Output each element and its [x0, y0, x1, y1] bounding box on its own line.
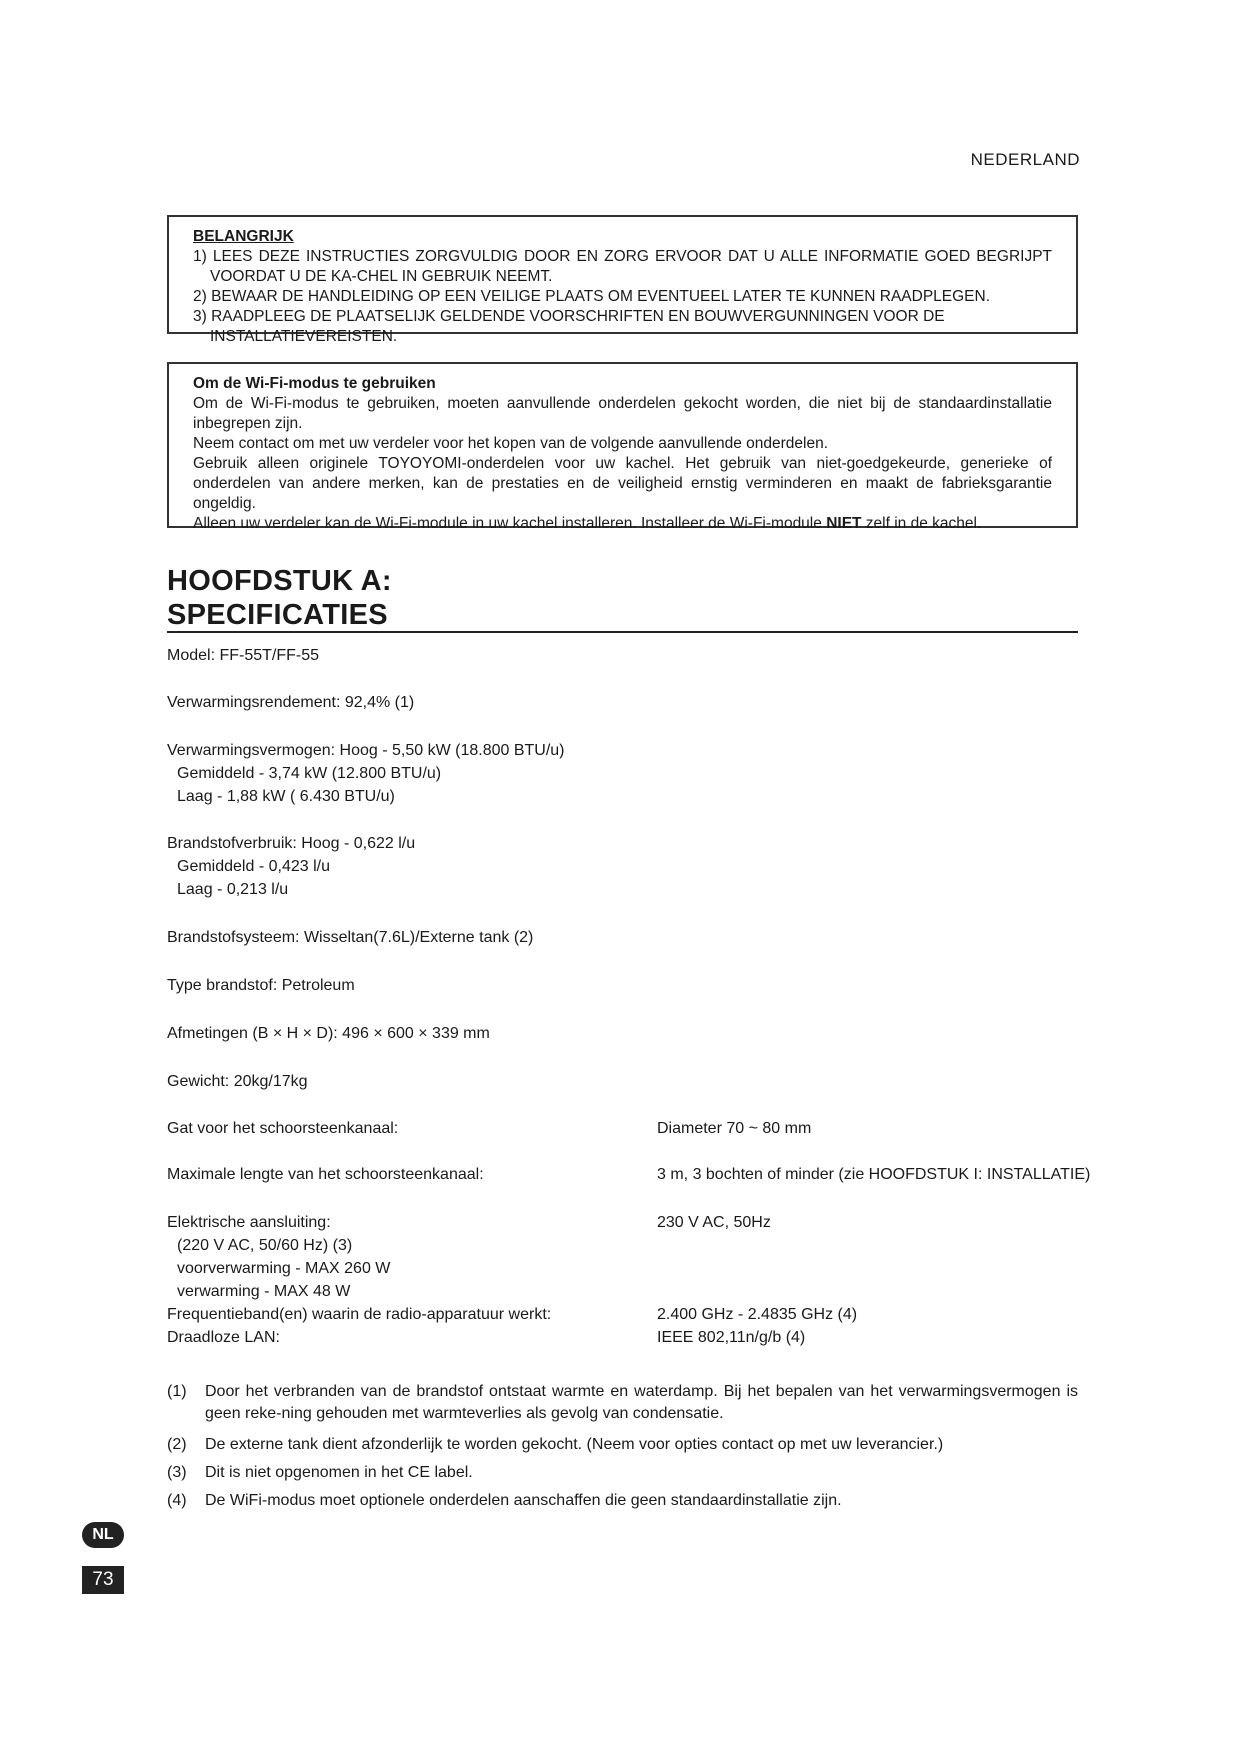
spec-wlan-label: Draadloze LAN: — [167, 1329, 280, 1346]
wifi-paragraph-4 — [193, 514, 1052, 534]
spec-fuel-low: Laag - 0,213 l/u — [177, 881, 289, 898]
important-item-3: 3) RAADPLEEG DE PLAATSELIJK GELDENDE VOORSCHRIFTEN EN BOUWVERGUNNINGEN VOOR DE INSTALLATIEVEREISTEN. — [193, 308, 945, 345]
spec-dimensions: Afmetingen (B × H × D): 496 × 600 × 339 mm — [167, 1025, 490, 1042]
spec-heating-low: Laag - 1,88 kW ( 6.430 BTU/u) — [177, 788, 395, 805]
spec-electric-value: 230 V AC, 50Hz — [657, 1214, 771, 1231]
spec-wlan-value: IEEE 802,11n/g/b (4) — [657, 1329, 806, 1346]
wifi-title: Om de Wi-Fi-modus te gebruiken — [193, 375, 436, 392]
footnote-2 — [167, 1434, 1078, 1456]
spec-electric-sub-2: voorverwarming - MAX 260 W — [177, 1260, 391, 1277]
spec-heating-high: Verwarmingsvermogen: Hoog - 5,50 kW (18.800 BTU/u) — [167, 742, 565, 759]
heading-divider — [167, 631, 1078, 633]
spec-heating-output — [167, 739, 565, 808]
footnote-1-text: Door het verbranden van de brandstof ontstaat warmte en waterdamp. Bij het bepalen van het verwarmingsvermogen is geen reke-ning gehouden met warmteverlies als gevolg van condensatie. — [205, 1383, 1078, 1422]
footnote-3 — [167, 1462, 1078, 1484]
important-item-1: 1) LEES DEZE INSTRUCTIES ZORGVULDIG DOOR EN ZORG ERVOOR DAT U ALLE INFORMATIE GOED BEGRIJPT VOORDAT U DE KA-CHEL IN GEBRUIK NEEMT. — [193, 248, 1052, 285]
page-number: 73 — [82, 1566, 124, 1594]
footnote-3-number: (3) — [167, 1464, 187, 1481]
important-item-2: 2) BEWAAR DE HANDLEIDING OP EEN VEILIGE PLAATS OM EVENTUEEL LATER TE KUNNEN RAADPLEGEN. — [193, 288, 991, 305]
footnote-4-number: (4) — [167, 1492, 187, 1509]
chapter-heading — [167, 564, 392, 632]
spec-electric-label: Elektrische aansluiting: — [167, 1214, 331, 1231]
important-box — [167, 215, 1078, 345]
spec-fuel-type: Type brandstof: Petroleum — [167, 977, 355, 994]
spec-flue-hole-value: Diameter 70 ~ 80 mm — [657, 1120, 812, 1137]
footnote-3-text: Dit is niet opgenomen in het CE label. — [205, 1464, 473, 1481]
spec-fuel-system: Brandstofsysteem: Wisseltan(7.6L)/Externe tank (2) — [167, 929, 534, 946]
spec-model: Model: FF-55T/FF-55 — [167, 647, 320, 664]
wifi-paragraph-2: Neem contact om met uw verdeler voor het kopen van de volgende aanvullende onderdelen. — [193, 435, 829, 452]
spec-weight: Gewicht: 20kg/17kg — [167, 1073, 308, 1090]
wifi-paragraph-4-end: zelf in de kachel. — [861, 515, 982, 532]
spec-flue-length-label: Maximale lengte van het schoorsteenkanaal: — [167, 1166, 484, 1183]
footnote-2-number: (2) — [167, 1436, 187, 1453]
spec-electric — [167, 1211, 551, 1349]
spec-efficiency: Verwarmingsrendement: 92,4% (1) — [167, 694, 415, 711]
spec-electric-sub-1: (220 V AC, 50/60 Hz) (3) — [177, 1237, 353, 1254]
language-badge: NL — [82, 1522, 124, 1548]
wifi-paragraph-4-start: Alleen uw verdeler kan de Wi-Fi-module in uw kachel installeren. Installeer de Wi-Fi-module — [193, 515, 827, 532]
footnote-4 — [167, 1490, 1078, 1512]
footnote-4-text: De WiFi-modus moet optionele onderdelen aanschaffen die geen standaardinstallatie zijn. — [205, 1492, 842, 1509]
footnote-1-number: (1) — [167, 1383, 187, 1400]
spec-heating-mid: Gemiddeld - 3,74 kW (12.800 BTU/u) — [177, 765, 442, 782]
wifi-paragraph-3: Gebruik alleen originele TOYOYOMI-onderdelen voor uw kachel. Het gebruik van niet-goedgekeurde, generieke of onderdelen van andere merken, kan de prestaties en de veiligheid ernstig verminderen en maakt de fabrieksgarantie ongeldig. — [193, 455, 1052, 512]
footnote-1 — [167, 1381, 1078, 1425]
spec-flue-hole-label: Gat voor het schoorsteenkanaal: — [167, 1120, 399, 1137]
spec-frequency-label: Frequentieband(en) waarin de radio-apparatuur werkt: — [167, 1306, 552, 1323]
spec-fuel-high: Brandstofverbruik: Hoog - 0,622 l/u — [167, 835, 416, 852]
chapter-heading-line-2: SPECIFICATIES — [167, 599, 388, 631]
wifi-box — [167, 362, 1078, 532]
spec-fuel-mid: Gemiddeld - 0,423 l/u — [177, 858, 330, 875]
wifi-paragraph-1: Om de Wi-Fi-modus te gebruiken, moeten aanvullende onderdelen gekocht worden, die niet bij de standaardinstallatie inbegrepen zijn. — [193, 395, 1052, 432]
country-header: NEDERLAND — [970, 150, 1080, 169]
spec-electric-sub-3: verwarming - MAX 48 W — [177, 1283, 351, 1300]
spec-flue-length-value: 3 m, 3 bochten of minder (zie HOOFDSTUK I: INSTALLATIE) — [657, 1166, 1091, 1183]
wifi-paragraph-4-emphasis: NIET — [826, 515, 862, 532]
spec-fuel-consumption — [167, 832, 415, 901]
chapter-heading-line-1: HOOFDSTUK A: — [167, 565, 392, 597]
spec-frequency-value: 2.400 GHz - 2.4835 GHz (4) — [657, 1306, 858, 1323]
important-title: BELANGRIJK — [193, 228, 294, 245]
footnote-2-text: De externe tank dient afzonderlijk te worden gekocht. (Neem voor opties contact op met uw leverancier.) — [205, 1436, 944, 1453]
